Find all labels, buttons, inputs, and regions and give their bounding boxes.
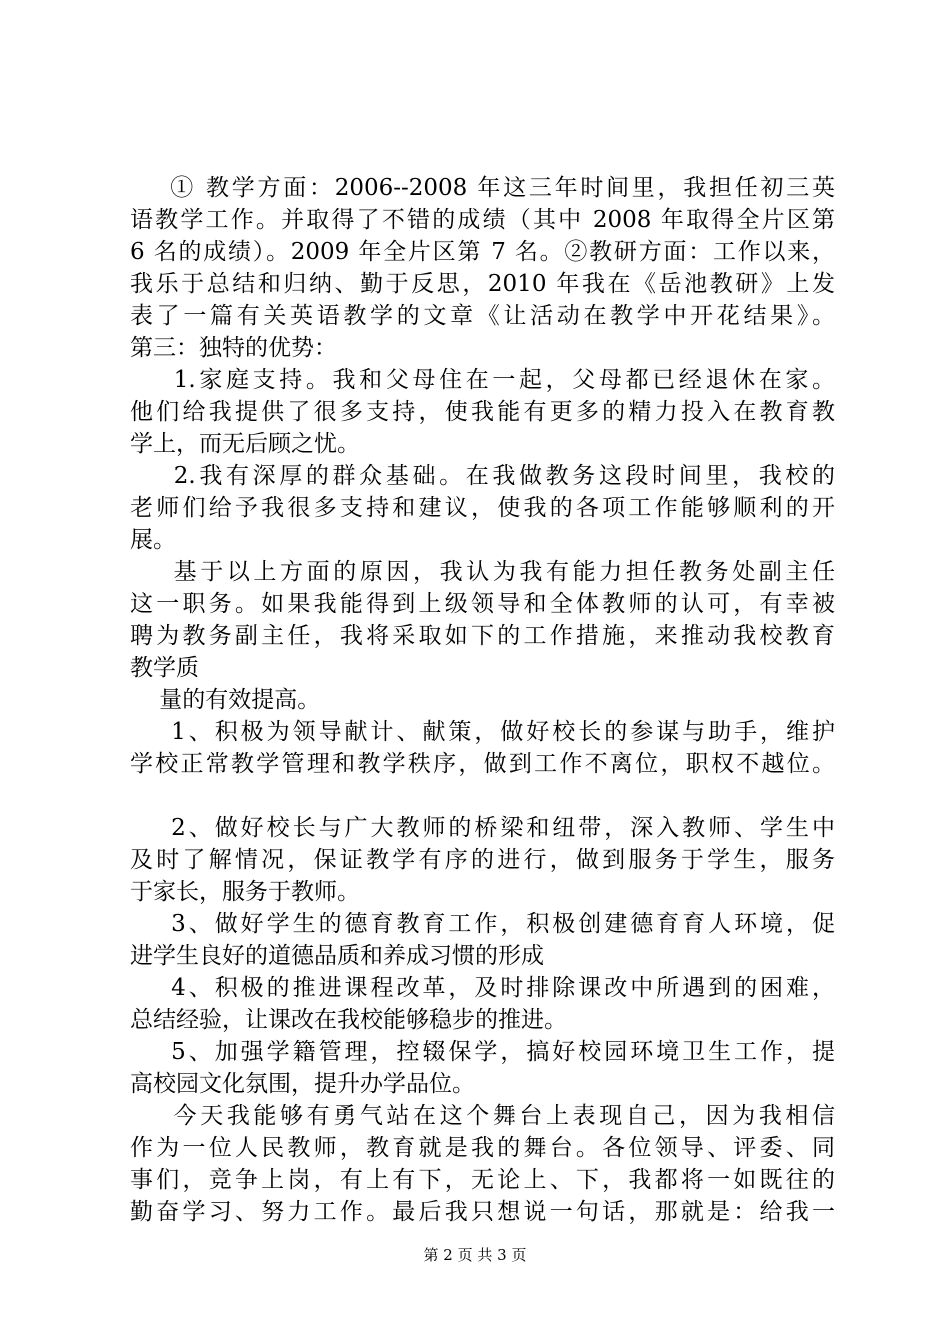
document-body [130,140,835,1228]
text-line: 学校正常教学管理和教学秩序，做到工作不离位，职权不越位。 [130,751,835,777]
text-line: 3、做好学生的德育教育工作，积极创建德育育人环境，促 [130,911,835,937]
text-line: 于家长，服务于教师。 [130,879,360,905]
text-line-blank [130,140,835,172]
text-line: 1.家庭支持。我和父母住在一起，父母都已经退休在家。 [130,367,835,393]
text-line: 基于以上方面的原因，我认为我有能力担任教务处副主任 [130,559,835,585]
text-line: 这一职务。如果我能得到上级领导和全体教师的认可，有幸被 [130,591,835,617]
text-line: 进学生良好的道德品质和养成习惯的形成 [130,943,544,969]
text-line: 1、积极为领导献计、献策，做好校长的参谋与助手，维护 [130,719,835,745]
text-line: 他们给我提供了很多支持，使我能有更多的精力投入在教育教 [130,399,835,425]
section-heading: 第三：独特的优势： [130,335,337,361]
text-line: 勤奋学习、努力工作。最后我只想说一句话，那就是：给我一 [130,1199,835,1225]
text-line: 总结经验，让课改在我校能够稳步的推进。 [130,1007,567,1033]
text-line: 作为一位人民教师，教育就是我的舞台。各位领导、评委、同 [130,1135,835,1161]
text-line: 5、加强学籍管理，控辍保学，搞好校园环境卫生工作，提 [130,1039,835,1065]
text-line: 学上，而无后顾之忧。 [130,431,360,457]
text-line: 表了一篇有关英语教学的文章《让活动在教学中开花结果》。 [130,303,835,329]
text-line: 6 名的成绩）。2009 年全片区第 7 名。②教研方面：工作以来， [130,239,835,265]
text-line: 教学质 [130,655,199,681]
text-line: 2、做好校长与广大教师的桥梁和纽带，深入教师、学生中 [130,815,835,841]
text-line: 2.我有深厚的群众基础。在我做教务这段时间里，我校的 [130,463,835,489]
text-line: 事们，竞争上岗，有上有下，无论上、下，我都将一如既往的 [130,1167,835,1193]
text-line: ① 教学方面：2006--2008 年这三年时间里，我担任初三英 [130,175,835,201]
text-line: 今天我能够有勇气站在这个舞台上表现自己，因为我相信 [130,1103,835,1129]
text-line: 展。 [130,527,176,553]
text-line: 高校园文化氛围，提升办学品位。 [130,1071,475,1097]
text-line: 4、积极的推进课程改革，及时排除课改中所遇到的困难， [130,975,835,1001]
text-line: 我乐于总结和归纳、勤于反思，2010 年我在《岳池教研》上发 [130,271,835,297]
text-line-blank [130,780,835,812]
page-number-footer: 第 2 页 共 3 页 [423,1246,527,1264]
text-line: 及时了解情况，保证教学有序的进行，做到服务于学生，服务 [130,847,835,873]
text-line: 语教学工作。并取得了不错的成绩（其中 2008 年取得全片区第 [130,207,835,233]
text-line: 聘为教务副主任，我将采取如下的工作措施，来推动我校教育 [130,623,835,649]
text-line: 量的有效提高。 [130,687,321,713]
text-line: 老师们给予我很多支持和建议，使我的各项工作能够顺利的开 [130,495,835,521]
